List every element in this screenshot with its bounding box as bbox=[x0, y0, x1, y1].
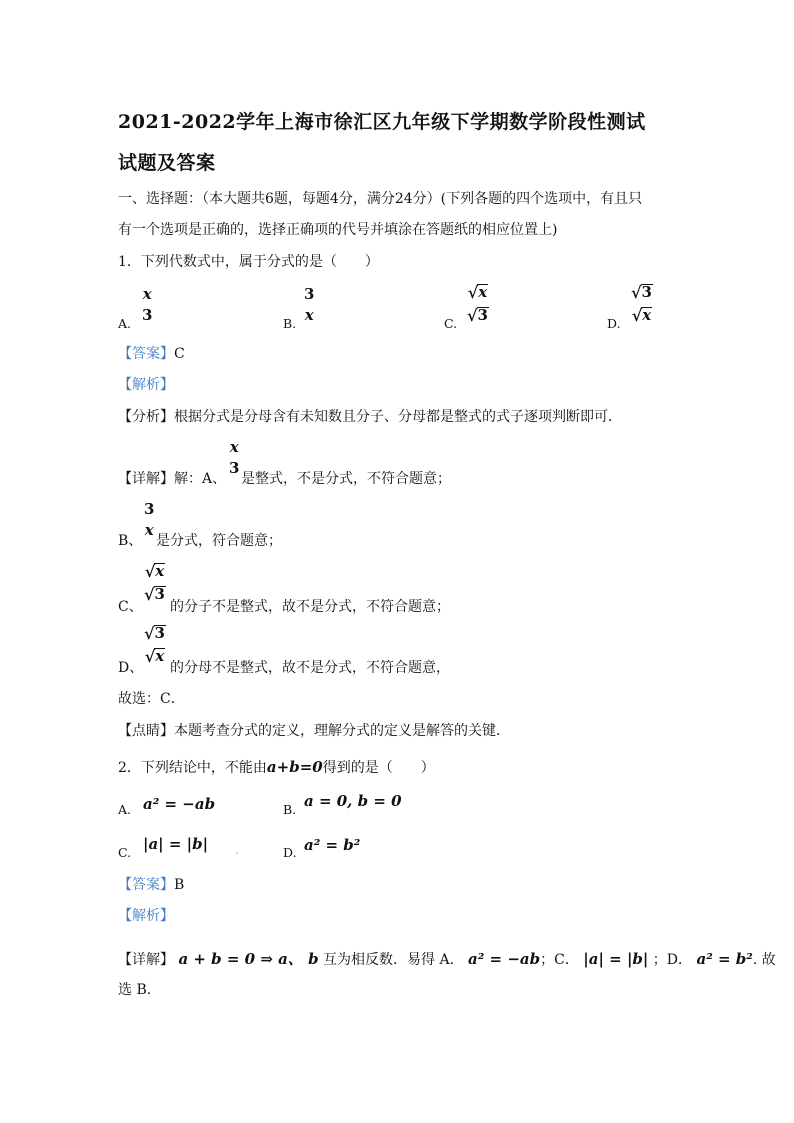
detail-text-4: . 故 bbox=[752, 952, 776, 968]
detail-d-prefix: D、 bbox=[118, 660, 144, 676]
fraction-numerator: 3 bbox=[304, 285, 315, 303]
detail-b-text: 是分式，符合题意； bbox=[156, 533, 282, 549]
q1-option-a-fraction bbox=[141, 287, 153, 323]
fraction-denominator: 3 bbox=[142, 306, 153, 324]
detail-c-fraction bbox=[143, 563, 167, 603]
detail-a-text: 是整式，不是分式，不符合题意； bbox=[241, 471, 451, 487]
sqrt-numerator: √ x bbox=[467, 282, 488, 302]
q2-option-b-expr: a = 0, b = 0 bbox=[304, 792, 402, 810]
detail-b-fraction bbox=[143, 502, 155, 538]
q2-option-b-label: B. bbox=[283, 802, 297, 817]
detail-expr-1: a + b = 0 ⇒ a、 b bbox=[178, 950, 319, 968]
q1-option-a-label: A. bbox=[118, 316, 132, 331]
sqrt-numerator: √ 3 bbox=[631, 282, 652, 302]
fraction-denominator: x bbox=[144, 521, 154, 539]
sqrt-numerator: √ x bbox=[144, 561, 165, 581]
page-title: 2021-2022学年上海市徐汇区九年级下学期数学阶段性测试 bbox=[118, 111, 646, 133]
q1-fenxi bbox=[118, 406, 622, 426]
xiangjie-tag: 【详解】 bbox=[118, 952, 174, 968]
answer-value: C bbox=[174, 346, 185, 362]
section-instructions: 一、选择题：（本大题共6题，每题4分，满分24分）(下列各题的四个选项中，有且只 bbox=[118, 191, 643, 207]
q1-option-d-label: D. bbox=[607, 316, 621, 331]
answer-value: B bbox=[174, 877, 185, 893]
fenxi-text: 根据分式是分母含有未知数且分子、分母都是整式的式子逐项判断即可． bbox=[174, 409, 622, 425]
detail-expr-4: a² = b² bbox=[696, 950, 753, 968]
q1-option-b-label: B. bbox=[283, 316, 297, 331]
q2-analysis-tag: 【解析】 bbox=[118, 908, 174, 924]
q2-option-c-label: C. bbox=[118, 845, 132, 860]
q2-option-c-expr: |a| = |b| bbox=[143, 835, 209, 853]
q1-answer bbox=[118, 343, 185, 363]
q1-option-c-fraction bbox=[466, 284, 490, 324]
q1-detail-a bbox=[118, 468, 226, 488]
detail-expr-3: |a| = |b| bbox=[583, 950, 649, 968]
detail-a-prefix: 解：A、 bbox=[174, 471, 227, 487]
q1-dianjing bbox=[118, 720, 510, 740]
dianjing-text: 本题考查分式的定义，理解分式的定义是解答的关键． bbox=[174, 723, 510, 739]
detail-text-2: ；C． bbox=[540, 952, 579, 968]
fraction-numerator: x bbox=[229, 438, 239, 456]
sqrt-denominator: √ x bbox=[144, 646, 165, 666]
page-title-line2: 试题及答案 bbox=[118, 152, 216, 174]
fraction-numerator: 3 bbox=[144, 500, 155, 518]
detail-c-prefix: C、 bbox=[118, 599, 143, 615]
q1-option-b-fraction bbox=[303, 287, 315, 323]
question-2-stem bbox=[118, 757, 435, 777]
detail-b-prefix: B、 bbox=[118, 533, 143, 549]
q2-option-d-expr: a² = b² bbox=[304, 836, 361, 854]
q2-detail-line2: 选 B. bbox=[118, 982, 152, 998]
detail-text-1: 互为相反数．易得 A． bbox=[323, 952, 464, 968]
detail-text-3: ；D． bbox=[652, 952, 693, 968]
fraction-numerator: x bbox=[142, 285, 152, 303]
sqrt-denominator: √ x bbox=[631, 305, 652, 325]
sqrt-denominator: √ 3 bbox=[467, 305, 488, 325]
detail-c-text: 的分子不是整式，故不是分式，不符合题意； bbox=[170, 599, 450, 615]
q2-option-a-label: A. bbox=[118, 802, 132, 817]
detail-d-fraction bbox=[143, 625, 167, 665]
detail-d-text: 的分母不是整式，故不是分式，不符合题意， bbox=[170, 660, 450, 676]
sqrt-numerator: √ 3 bbox=[144, 623, 165, 643]
q2-stem-expr: a+b=0 bbox=[266, 758, 323, 776]
fraction-denominator: x bbox=[304, 306, 314, 324]
stray-dot bbox=[236, 852, 238, 854]
q2-detail bbox=[118, 948, 776, 969]
detail-a-fraction bbox=[228, 440, 240, 476]
dianjing-tag: 【点睛】 bbox=[118, 723, 174, 739]
answer-tag: 【答案】 bbox=[118, 346, 174, 362]
q1-analysis-tag: 【解析】 bbox=[118, 377, 174, 393]
q2-answer bbox=[118, 874, 184, 894]
xiangjie-tag: 【详解】 bbox=[118, 471, 174, 487]
fenxi-tag: 【分析】 bbox=[118, 409, 174, 425]
q2-option-d-label: D. bbox=[283, 845, 297, 860]
sqrt-denominator: √ 3 bbox=[144, 584, 165, 604]
q2-stem-pre: 2．下列结论中，不能由 bbox=[118, 760, 267, 776]
q1-conclusion: 故选：C． bbox=[118, 691, 185, 707]
fraction-denominator: 3 bbox=[229, 459, 240, 477]
q2-stem-post: 得到的是（ ） bbox=[322, 760, 435, 776]
answer-tag: 【答案】 bbox=[118, 877, 174, 893]
q1-option-c-label: C. bbox=[444, 316, 458, 331]
detail-expr-2: a² = −ab bbox=[468, 950, 541, 968]
section-instructions-line2: 有一个选项是正确的，选择正确项的代号并填涂在答题纸的相应位置上) bbox=[118, 222, 558, 238]
q2-option-a-expr: a² = −ab bbox=[143, 795, 216, 813]
question-1-stem: 1．下列代数式中，属于分式的是（ ） bbox=[118, 254, 379, 270]
q1-option-d-fraction bbox=[630, 284, 654, 324]
